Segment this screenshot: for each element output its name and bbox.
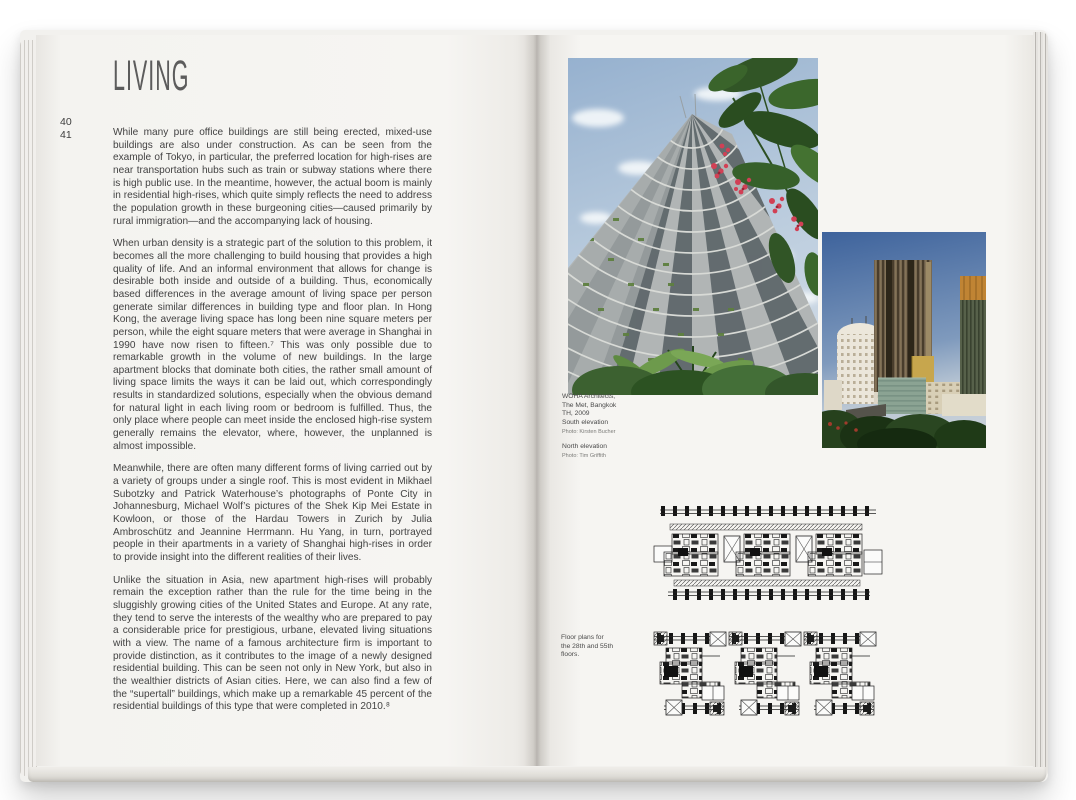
page-stack-bottom-edge (28, 767, 1046, 782)
floor-plans-figure (646, 504, 890, 722)
photo-caption-block (562, 393, 657, 461)
page-number-left: 40 (60, 116, 72, 128)
chapter-title: LIVING (113, 52, 190, 100)
caption-line: TH, 2009 (562, 410, 590, 418)
page-stack-right-edge (1033, 32, 1048, 778)
caption-line: WOHA Architects, (562, 393, 616, 400)
north-elevation-photo (822, 232, 986, 448)
caption-line: floors. (561, 651, 580, 659)
paragraph: Meanwhile, there are often many different forms of living carried out by a variety of groups under a single roof. This is most evident in Mikhael Subotzky and Patrick Waterhouse’s photographs of Ponte City in Johannesburg, Michael Wolf’s pictures of the Shek Kip Mei Estate in Kowloon, or those of the Hardau Towers in Zurich by Julia Ambroschütz and Jeannine Herrmann. Hu Yang, in turn, portrayed people in their apartments in a variety of Shanghai high-rises in order to provide insight into the different realities of their lives. (113, 463, 432, 563)
floor-plan-drawings-image (646, 504, 890, 722)
caption-line: South elevation (562, 419, 609, 427)
floor-plan-unit (804, 632, 876, 715)
south-elevation-photo (568, 58, 818, 395)
book-gutter-shadow (524, 35, 550, 766)
caption-line: North elevation (562, 443, 607, 451)
paragraph: When urban density is a strategic part of the solution to this problem, it becomes all the more challenging to build housing that provides a high quality of life. And an informal environment that allows for change is desirable both inside and outside of a building. Thus, economically based differences in the average amount of living space per person generate similar differences in building type and floor plan. In Hong Kong, the average living space has long been nine square meters per person, while the eight square meters that were average in Shanghai in 1990 have now risen to fifteen.⁷ This was only possible due to remarkable growth in the volume of new buildings. In the large apartment blocks that dominate both cities, the rather small amount of living space limits the ways it can be laid out, which correspondingly results in standardized solutions, especially when the obvious demand for natural light in each living room or bedroom is fulfilled. Thus, the only place where people can meet inside the enclosed high-rise system generally remains the elevator, where, however, the unplanned is almost impossible. (113, 238, 432, 452)
paragraph: While many pure office buildings are still being erected, mixed-use buildings are also under construction. As can be seen from the example of Tokyo, in particular, the preferred location for high-rises are near transportation hubs such as train or subway stations where there is high public use. In the meantime, however, the actual boom is mainly in residential high-rises, which quite simply reflects the need to address the population growth in these burgeoning cities—caused primarily by rural immigration—and the accompanying lack of housing. (113, 127, 432, 227)
photo-credit: Photo: Kirsten Bucher (562, 428, 616, 435)
floor-plan-unit (654, 632, 726, 715)
plans-caption-block (561, 634, 633, 660)
floor-plan-unit (729, 632, 801, 715)
paragraph: Unlike the situation in Asia, new apartment high-rises will probably remain the exception rather than the rule for the time being in the sluggishly growing cities of the United States and Europe. At any rate, they tend to serve the interests of the wealthy who are prepared to pay a considerable price for prestigious, urbane, elevated living situations with a view. The name of a famous architecture firm is important to provide distinction, as it contributes to the image of a newly designed residential building. This can be seen not only in New York, but also in the wealthier districts of Asian cities. Here, we can also find a few of the “supertall” buildings, which make up a remarkable 45 percent of the residential buildings of this type that were completed in 2010.⁸ (113, 574, 432, 713)
photo-credit: Photo: Tim Griffith (562, 453, 606, 460)
page-stack-left-edge (20, 40, 37, 776)
caption-line: The Met, Bangkok (562, 401, 617, 409)
page-number-right: 41 (60, 129, 72, 141)
body-text-column (113, 127, 432, 724)
caption-line: Floor plans for (561, 634, 604, 641)
page-numbers (60, 116, 72, 142)
the-met-tower-skyline-image (822, 232, 986, 448)
the-met-tower-low-angle-image (568, 58, 818, 395)
caption-line: the 28th and 55th (561, 642, 614, 650)
floor-plan-upper (654, 506, 882, 600)
